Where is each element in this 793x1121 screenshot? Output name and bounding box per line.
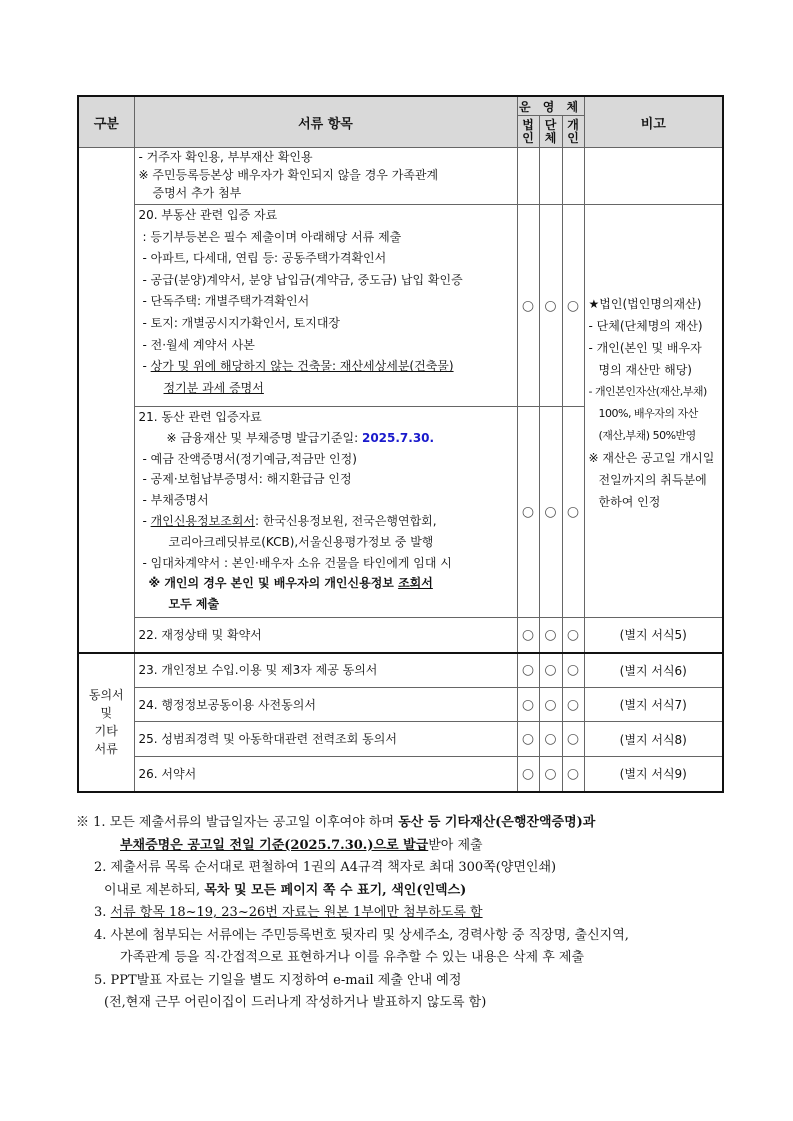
text-bold-underlined: 조회서 (398, 576, 433, 591)
form-reference: (별지 서식5) (584, 618, 723, 653)
remark-line: - 개인본인자산(재산,부채) (588, 385, 707, 398)
row-21-movable-property (134, 407, 517, 618)
header-operator: 운 영 체 (517, 96, 584, 116)
mark-corp: ○ (517, 205, 539, 407)
text-line: - 거주자 확인용, 부부재산 확인용 (138, 150, 313, 164)
row-19-continuation (134, 148, 517, 205)
category-line: 동의서 (88, 688, 124, 702)
form-reference: (별지 서식6) (584, 653, 723, 688)
mark-indiv: ○ (562, 618, 584, 653)
category-cell-empty (78, 148, 134, 653)
header-org: 단체 (539, 116, 562, 148)
text-line: - 토지: 개별공시지가확인서, 토지대장 (142, 315, 341, 330)
note-text: ※ 1. 모든 제출서류의 발급일자는 공고일 이후여야 하며 (76, 815, 399, 830)
remark-line: 명의 재산만 해당) (598, 363, 692, 377)
form-reference: (별지 서식9) (584, 757, 723, 792)
mark-org: ○ (539, 205, 562, 407)
remark-line: - 단체(단체명의 재산) (588, 319, 703, 333)
note-4: 4. 사본에 첨부되는 서류에는 주민등록번호 뒷자리 및 상세주소, 경력사항 중 직장명, 출신지역, (94, 927, 629, 943)
mark-org: ○ (539, 618, 562, 653)
text-line: 증명서 추가 첨부 (152, 186, 242, 200)
mark-corp: ○ (517, 757, 539, 792)
text-line: - 전·월세 계약서 사본 (142, 337, 255, 352)
mark-corp: ○ (517, 653, 539, 688)
row-26-pledge: 26. 서약서 (134, 757, 517, 792)
note-number: 3. (94, 905, 111, 920)
text-line: : 한국신용정보원, 전국은행연합회, (255, 513, 437, 528)
text-bold: ※ 개인의 경우 본인 및 배우자의 개인신용정보 (148, 576, 399, 591)
mark-indiv: ○ (562, 205, 584, 407)
mark-org: ○ (539, 722, 562, 757)
text-bold: 모두 제출 (168, 597, 220, 612)
text-line: ※ 주민등록등본상 배우자가 확인되지 않을 경우 가족관계 (138, 168, 439, 182)
mark-empty (539, 148, 562, 205)
note-text: 받아 제출 (428, 837, 483, 853)
note-text-bold: 목차 및 모든 페이지 쪽 수 표기, 색인(인덱스) (204, 882, 467, 898)
mark-empty (562, 148, 584, 205)
row-25-criminal-record-consent: 25. 성범죄경력 및 아동학대관련 전력조회 동의서 (134, 722, 517, 757)
note-1 (76, 812, 726, 835)
note-text-bold-underlined: 부채증명은 공고일 전일 기준(2025.7.30.)으로 발급 (120, 837, 429, 853)
mark-corp: ○ (517, 618, 539, 653)
header-items: 서류 항목 (134, 96, 517, 148)
category-line: 및 (100, 706, 113, 720)
row-22-financial-status: 22. 재정상태 및 확약서 (134, 618, 517, 653)
mark-org: ○ (539, 653, 562, 688)
note-empty (584, 148, 723, 205)
remark-line: ★법인(법인명의재산) (588, 297, 702, 311)
mark-org: ○ (539, 407, 562, 618)
note-5-line-2: (전,현재 근무 어린이집이 드러나게 작성하거나 발표하지 않도록 함) (104, 995, 487, 1010)
document-checklist-table (77, 95, 724, 793)
text-line: - 단독주택: 개별주택가격확인서 (142, 294, 310, 309)
note-4-line-2: 가족관계 등을 직·간접적으로 표현하거나 이를 유추할 수 있는 내용은 삭제 후 제출 (120, 950, 585, 965)
text-line: - 임대차계약서 : 본인·배우자 소유 건물을 타인에게 임대 시 (142, 555, 452, 570)
note-text: 이내로 제본하되, (104, 882, 205, 898)
note-3 (76, 902, 726, 925)
row-23-privacy-consent: 23. 개인정보 수입.이용 및 제3자 제공 동의서 (134, 653, 517, 688)
note-2: 2. 제출서류 목록 순서대로 편철하여 1권의 A4규격 책자로 최대 300쪽(양면인쇄) (94, 860, 557, 875)
category-line: 기타 (94, 724, 118, 738)
header-corp: 법인 (517, 116, 539, 148)
text-dash: - (142, 513, 151, 528)
text-dash: - (142, 359, 151, 374)
mark-corp: ○ (517, 407, 539, 618)
category-consent-docs (78, 653, 134, 792)
text-line: 20. 부동산 관련 입증 자료 (138, 208, 278, 222)
row-24-admin-info-consent: 24. 행정정보공동이용 사전동의서 (134, 688, 517, 722)
remark-line: 한하여 인정 (598, 495, 661, 509)
issue-date: 2025.7.30. (361, 430, 435, 445)
mark-org: ○ (539, 757, 562, 792)
remark-line: ※ 재산은 공고일 개시일 (588, 451, 715, 465)
mark-org: ○ (539, 688, 562, 722)
form-reference: (별지 서식7) (584, 688, 723, 722)
mark-indiv: ○ (562, 722, 584, 757)
header-indiv: 개인 (562, 116, 584, 148)
header-category: 구분 (78, 96, 134, 148)
text-line: 21. 동산 관련 입증자료 (138, 410, 262, 424)
mark-indiv: ○ (562, 653, 584, 688)
text-underlined: 개인신용정보조회서 (150, 513, 255, 528)
note-2-line-2 (76, 880, 726, 903)
text-line-underlined: 상가 및 위에 해당하지 않는 건축물: 재산세상세분(건축물) (150, 359, 454, 374)
mark-indiv: ○ (562, 407, 584, 618)
remark-line: 100%, 배우자의 자산 (598, 407, 698, 420)
note-text-underlined: 서류 항목 18~19, 23~26번 자료는 원본 1부에만 첨부하도록 함 (110, 905, 483, 920)
note-text-bold: 동산 등 기타재산(은행잔액증명)과 (398, 815, 596, 830)
text-line-underlined: 정기분 과세 증명서 (163, 380, 264, 395)
row-20-real-estate (134, 205, 517, 407)
header-note: 비고 (584, 96, 723, 148)
text-line: - 부채증명서 (142, 493, 209, 508)
mark-empty (517, 148, 539, 205)
remark-line: 전일까지의 취득분에 (598, 473, 707, 487)
mark-indiv: ○ (562, 757, 584, 792)
category-line: 서류 (94, 742, 118, 756)
text-note: ※ 금융재산 및 부채증명 발급기준일: (166, 430, 362, 445)
text-line: 코리아크레딧뷰로(KCB),서울신용평가정보 중 발행 (168, 534, 434, 549)
footer-notes (76, 812, 726, 1015)
mark-corp: ○ (517, 688, 539, 722)
note-5: 5. PPT발표 자료는 기일을 별도 지정하여 e-mail 제출 안내 예정 (94, 972, 462, 988)
mark-indiv: ○ (562, 688, 584, 722)
note-1-line-2 (76, 835, 726, 858)
text-line: - 공급(분양)계약서, 분양 납입금(계약금, 중도금) 납입 확인증 (142, 272, 463, 287)
text-line: - 공제·보험납부증명서: 해지환급금 인정 (142, 472, 352, 487)
remarks-cell (584, 205, 723, 618)
mark-corp: ○ (517, 722, 539, 757)
remark-line: - 개인(본인 및 배우자 (588, 341, 702, 355)
text-line: - 예금 잔액증명서(정기예금,적금만 인정) (142, 451, 357, 466)
text-line: - 아파트, 다세대, 연립 등: 공동주택가격확인서 (142, 251, 387, 266)
remark-line: (재산,부채) 50%반영 (598, 429, 696, 442)
text-line: : 등기부등본은 필수 제출이며 아래해당 서류 제출 (142, 229, 402, 244)
form-reference: (별지 서식8) (584, 722, 723, 757)
